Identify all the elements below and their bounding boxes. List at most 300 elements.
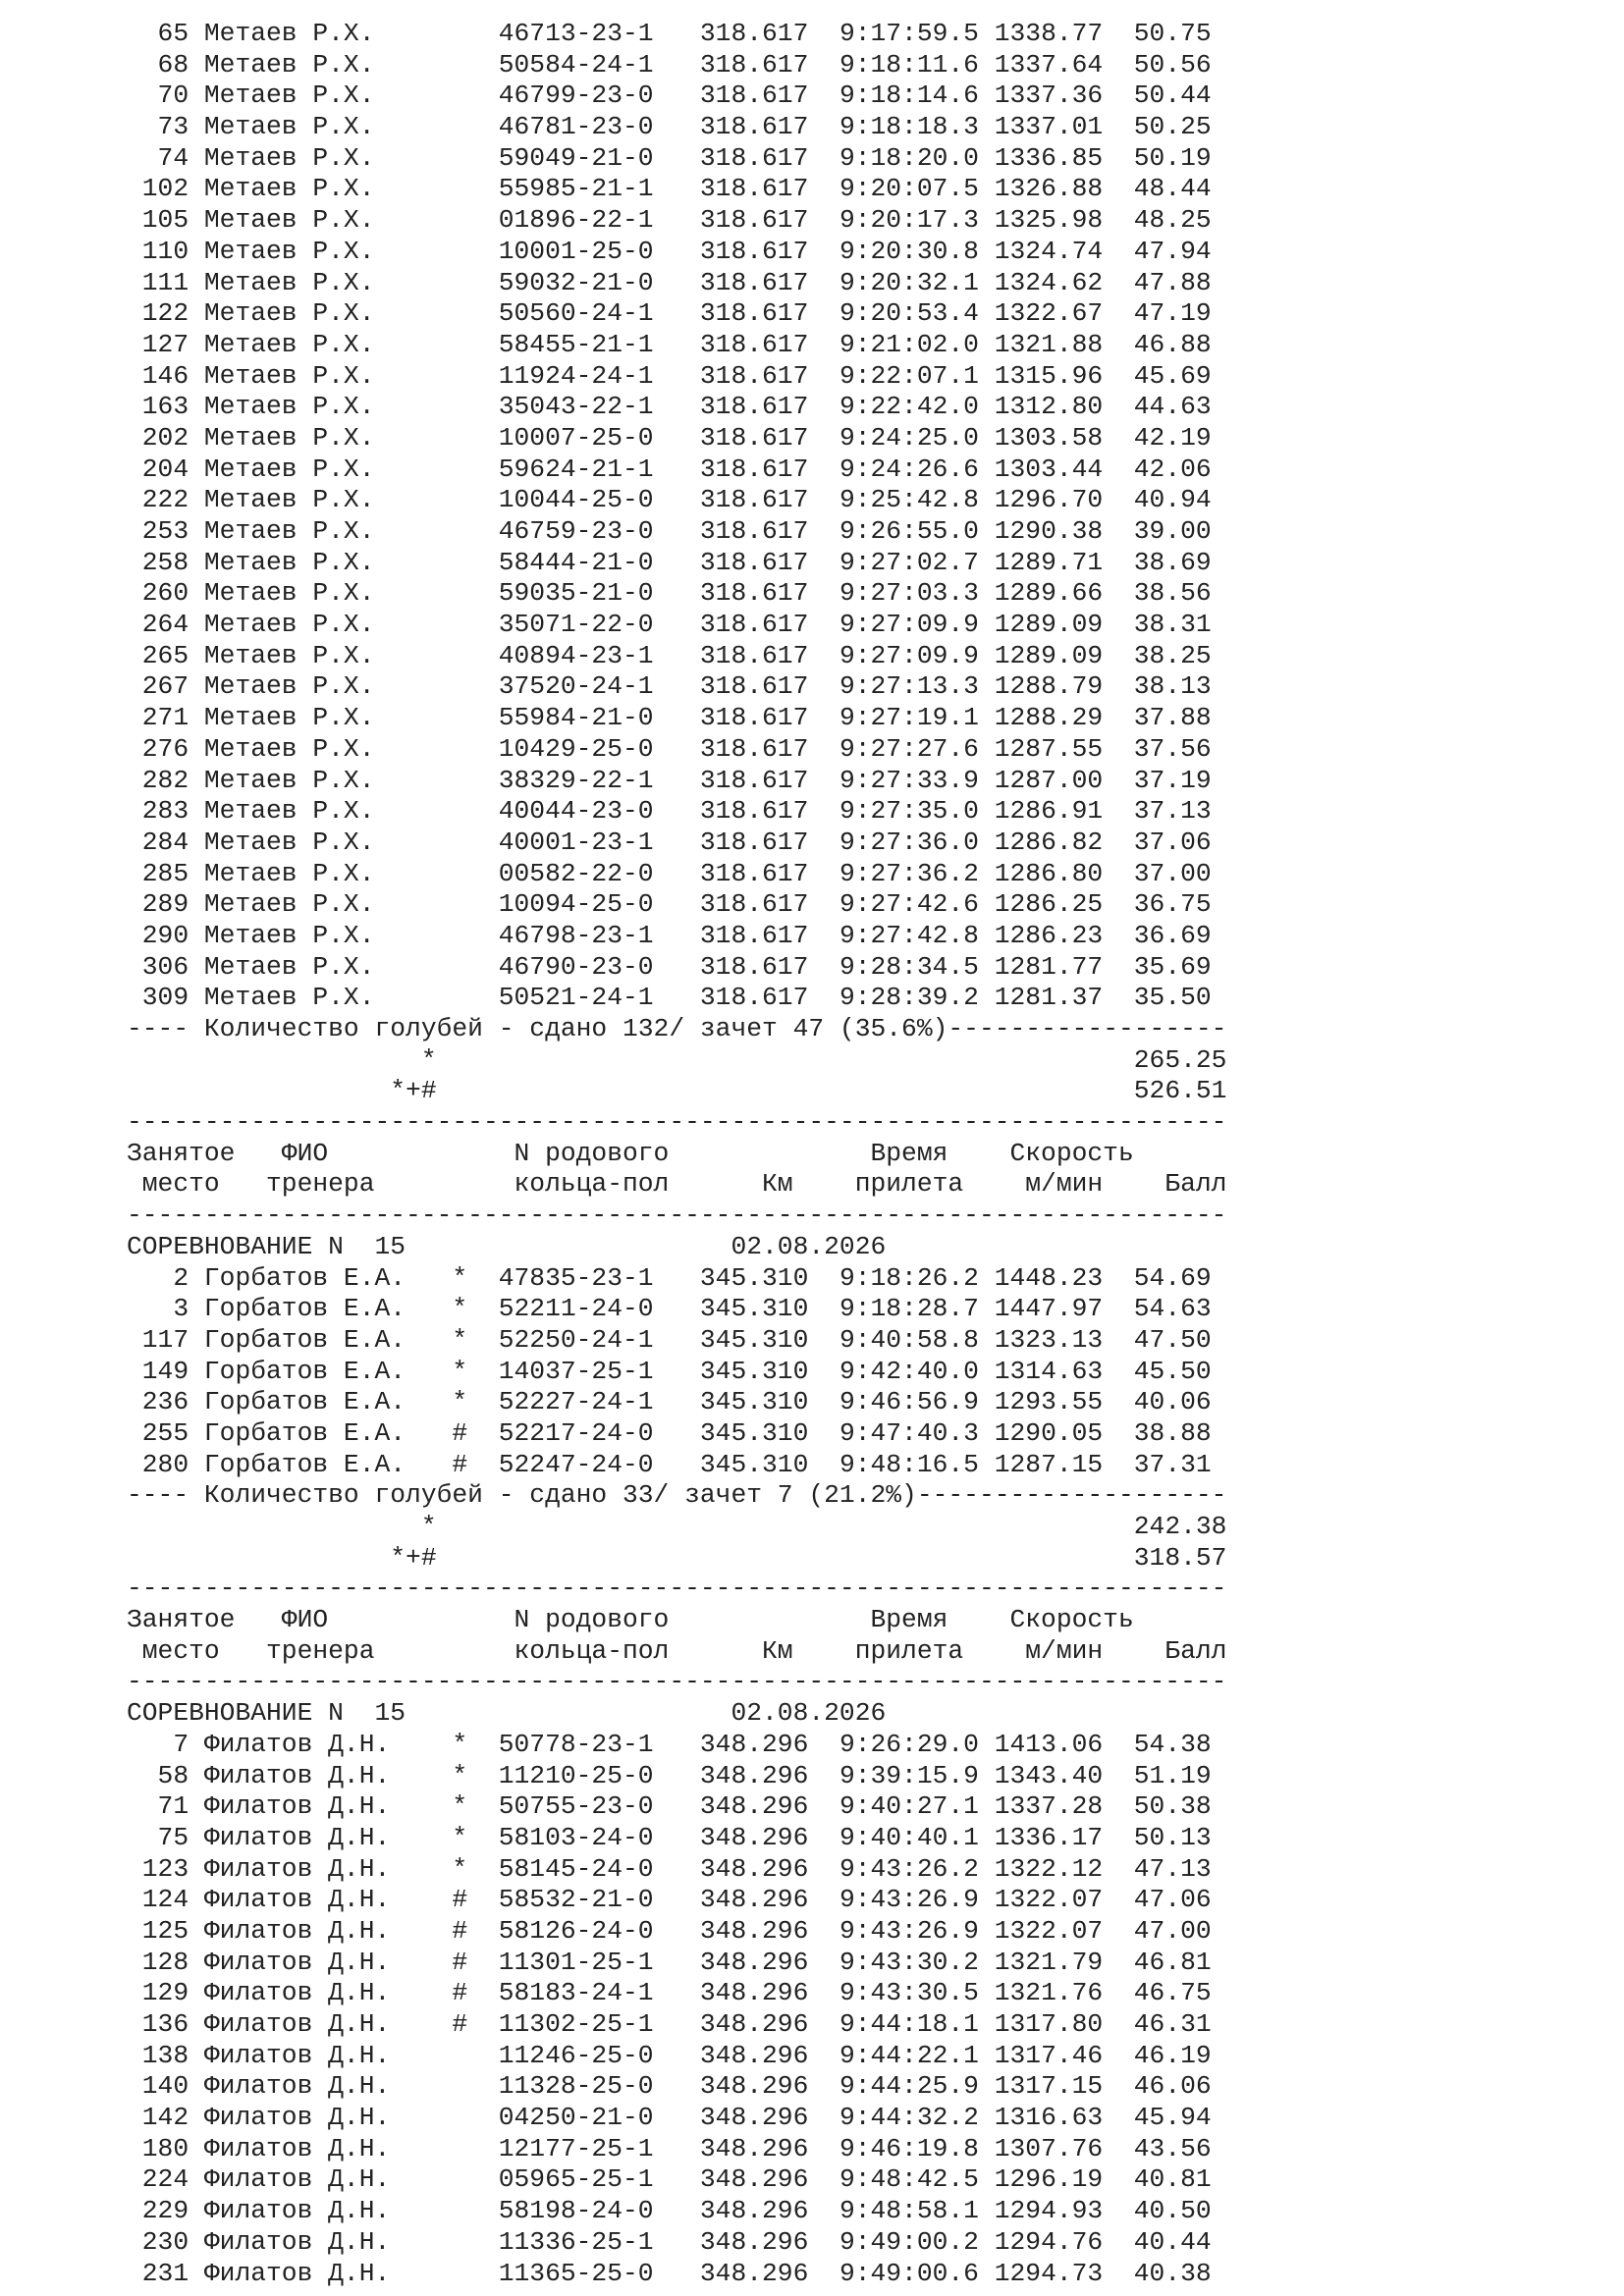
distance-km: 348.296: [699, 2071, 809, 2102]
mark: [452, 952, 498, 982]
ring-number: 47835-23-1: [498, 1262, 654, 1293]
arrival-time: 9:42:40.0: [839, 1356, 979, 1386]
pilot-name: Метаев Р.Х.: [203, 298, 453, 329]
speed: 1324.62: [994, 267, 1104, 297]
speed: 1290.38: [994, 516, 1104, 546]
mark: #: [452, 1885, 499, 1915]
pilot-name: Филатов Д.Н.: [203, 2133, 453, 2163]
pilot-name: Метаев Р.Х.: [203, 360, 453, 391]
ring-number: 58455-21-1: [498, 329, 654, 359]
arrival-time: 9:27:42.6: [839, 889, 979, 920]
pilot-name: Филатов Д.Н.: [203, 2258, 453, 2288]
distance-km: 318.617: [699, 671, 809, 702]
distance-km: 348.296: [699, 2133, 809, 2163]
distance-km: 348.296: [699, 1885, 809, 1915]
arrival-time: 9:48:42.5: [839, 2164, 979, 2195]
dash-prefix: ----: [127, 1014, 204, 1043]
score: 46.88: [1133, 329, 1212, 359]
place: 74: [127, 142, 189, 173]
pilot-name: Метаев Р.Х.: [203, 267, 453, 297]
pilot-name: Метаев Р.Х.: [203, 671, 453, 702]
arrival-time: 9:27:33.9: [839, 765, 979, 795]
arrival-time: 9:40:27.1: [839, 1791, 979, 1822]
pilot-name: Горбатов Е.А.: [203, 1324, 453, 1355]
ring-number: 37520-24-1: [498, 671, 654, 702]
pilot-name: Метаев Р.Х.: [203, 422, 453, 453]
arrival-time: 9:27:35.0: [839, 796, 979, 827]
divider-line: [127, 1574, 1226, 1605]
speed: 1312.80: [994, 392, 1104, 422]
mark: #: [452, 1947, 499, 1977]
summary-line: [127, 1480, 1226, 1512]
table-row: [127, 1357, 1226, 1388]
arrival-time: 9:27:19.1: [839, 703, 979, 733]
score: 37.06: [1133, 827, 1212, 857]
ring-number: 50778-23-1: [498, 1729, 654, 1759]
pilot-name: Филатов Д.Н.: [203, 2071, 453, 2102]
score: 40.38: [1133, 2258, 1212, 2288]
ring-number: 58444-21-0: [498, 547, 654, 577]
score: 47.94: [1133, 236, 1212, 266]
pilot-name: Горбатов Е.А.: [203, 1417, 453, 1448]
arrival-time: 9:47:40.3: [839, 1417, 979, 1448]
pilot-name: Метаев Р.Х.: [203, 392, 453, 422]
pilot-name: Метаев Р.Х.: [203, 485, 453, 515]
divider: -----------------------------------------------------------------------: [127, 1574, 1227, 1604]
divider: -----------------------------------------------------------------------: [127, 1667, 1227, 1697]
arrival-time: 9:18:11.6: [839, 49, 979, 80]
table-row: [127, 703, 1226, 734]
arrival-time: 9:27:27.6: [839, 733, 979, 764]
place: 280: [127, 1449, 189, 1479]
speed: 1315.96: [994, 360, 1104, 391]
table-row: [127, 1916, 1226, 1948]
speed: 1287.00: [994, 765, 1104, 795]
ring-number: 58103-24-0: [498, 1822, 654, 1852]
column-header-1: Занятое ФИО N родового Время Скорость: [127, 1138, 1134, 1168]
ring-number: 58145-24-0: [498, 1853, 654, 1884]
place: 306: [127, 951, 189, 982]
table-row: [127, 578, 1226, 610]
mark: [452, 2041, 498, 2070]
speed: 1289.09: [994, 610, 1104, 640]
mark: *: [452, 1294, 499, 1324]
score: 50.13: [1133, 1822, 1212, 1852]
table-row: [127, 112, 1226, 143]
table-row: [127, 1885, 1226, 1916]
distance-km: 348.296: [699, 2196, 809, 2226]
speed: 1321.88: [994, 329, 1104, 359]
distance-km: 318.617: [699, 547, 809, 577]
place: 265: [127, 640, 189, 670]
ring-number: 52217-24-0: [498, 1417, 654, 1448]
place: 149: [127, 1356, 189, 1386]
table-row: [127, 2071, 1226, 2103]
mark: [452, 237, 498, 266]
distance-km: 318.617: [699, 236, 809, 266]
mark: [452, 50, 498, 80]
arrival-time: 9:48:58.1: [839, 2196, 979, 2226]
total-mark: *: [127, 1044, 437, 1075]
divider: -----------------------------------------------------------------------: [127, 1201, 1227, 1231]
place: 146: [127, 360, 189, 391]
total-line: [127, 1512, 1226, 1543]
arrival-time: 9:27:02.7: [839, 547, 979, 577]
table-row: [127, 1978, 1226, 2009]
pilot-name: Метаев Р.Х.: [203, 329, 453, 359]
pilot-name: Метаев Р.Х.: [203, 733, 453, 764]
speed: 1337.36: [994, 80, 1104, 111]
mark: [452, 766, 498, 795]
ring-number: 14037-25-1: [498, 1356, 654, 1386]
pilot-name: Метаев Р.Х.: [203, 142, 453, 173]
arrival-time: 9:21:02.0: [839, 329, 979, 359]
pilot-name: Метаев Р.Х.: [203, 174, 453, 204]
mark: [452, 112, 498, 141]
competition-date: 02.08.2026: [731, 1698, 887, 1729]
distance-km: 318.617: [699, 329, 809, 359]
distance-km: 345.310: [699, 1294, 809, 1324]
arrival-time: 9:49:00.2: [839, 2226, 979, 2257]
ring-number: 46781-23-0: [498, 112, 654, 142]
mark: *: [452, 1760, 499, 1790]
arrival-time: 9:46:56.9: [839, 1387, 979, 1417]
score: 50.25: [1133, 112, 1212, 142]
arrival-time: 9:26:55.0: [839, 516, 979, 546]
distance-km: 348.296: [699, 2258, 809, 2288]
ring-number: 46790-23-0: [498, 951, 654, 982]
pilot-name: Горбатов Е.А.: [203, 1387, 453, 1417]
table-row: [127, 1761, 1226, 1792]
distance-km: 318.617: [699, 392, 809, 422]
ring-number: 11246-25-0: [498, 2040, 654, 2070]
table-row: [127, 361, 1226, 393]
total-value: 526.51: [436, 1076, 1227, 1106]
mark: [452, 548, 498, 577]
pilot-name: Метаев Р.Х.: [203, 516, 453, 546]
table-row: [127, 1263, 1226, 1295]
place: 230: [127, 2226, 189, 2257]
table-row: [127, 237, 1226, 268]
pilot-name: Филатов Д.Н.: [203, 1978, 453, 2008]
arrival-time: 9:43:30.5: [839, 1978, 979, 2008]
arrival-time: 9:18:28.7: [839, 1294, 979, 1324]
column-header-line-1: [127, 1605, 1226, 1636]
pilot-name: Филатов Д.Н.: [203, 1853, 453, 1884]
table-row: [127, 19, 1226, 50]
mark: [452, 828, 498, 857]
pilot-name: Горбатов Е.А.: [203, 1262, 453, 1293]
speed: 1337.64: [994, 49, 1104, 80]
place: 3: [127, 1294, 189, 1324]
speed: 1317.80: [994, 2009, 1104, 2039]
speed: 1322.67: [994, 298, 1104, 329]
ring-number: 40894-23-1: [498, 640, 654, 670]
distance-km: 318.617: [699, 205, 809, 236]
pilot-name: Филатов Д.Н.: [203, 1729, 453, 1759]
ring-number: 52247-24-0: [498, 1449, 654, 1479]
table-row: [127, 50, 1226, 81]
table-row: [127, 1450, 1226, 1481]
distance-km: 318.617: [699, 827, 809, 857]
speed: 1303.44: [994, 454, 1104, 484]
place: 204: [127, 454, 189, 484]
score: 38.69: [1133, 547, 1212, 577]
total-mark: *+#: [127, 1076, 437, 1106]
table-row: [127, 734, 1226, 766]
ring-number: 10044-25-0: [498, 485, 654, 515]
place: 236: [127, 1387, 189, 1417]
score: 38.88: [1133, 1417, 1212, 1448]
speed: 1322.07: [994, 1885, 1104, 1915]
place: 224: [127, 2164, 189, 2195]
arrival-time: 9:28:34.5: [839, 951, 979, 982]
place: 309: [127, 983, 189, 1013]
score: 47.00: [1133, 1915, 1212, 1946]
ring-number: 35071-22-0: [498, 610, 654, 640]
distance-km: 318.617: [699, 640, 809, 670]
place: 202: [127, 422, 189, 453]
speed: 1314.63: [994, 1356, 1104, 1386]
mark: [452, 80, 498, 110]
mark: [452, 2071, 498, 2101]
score: 50.44: [1133, 80, 1212, 111]
arrival-time: 9:44:32.2: [839, 2103, 979, 2133]
arrival-time: 9:22:42.0: [839, 392, 979, 422]
pilot-name: Филатов Д.Н.: [203, 2164, 453, 2195]
distance-km: 345.310: [699, 1387, 809, 1417]
ring-number: 59624-21-1: [498, 454, 654, 484]
ring-number: 11302-25-1: [498, 2009, 654, 2039]
distance-km: 318.617: [699, 889, 809, 920]
ring-number: 58126-24-0: [498, 1915, 654, 1946]
score: 35.50: [1133, 983, 1212, 1013]
table-row: [127, 889, 1226, 921]
ring-number: 58183-24-1: [498, 1978, 654, 2008]
arrival-time: 9:18:20.0: [839, 142, 979, 173]
arrival-time: 9:43:26.2: [839, 1853, 979, 1884]
arrival-time: 9:20:30.8: [839, 236, 979, 266]
table-row: [127, 1948, 1226, 1979]
speed: 1338.77: [994, 19, 1104, 48]
total-line: [127, 1076, 1226, 1107]
ring-number: 11924-24-1: [498, 360, 654, 391]
speed: 1322.12: [994, 1853, 1104, 1884]
pilot-name: Метаев Р.Х.: [203, 951, 453, 982]
score: 37.13: [1133, 796, 1212, 827]
place: 129: [127, 1978, 189, 2008]
score: 42.19: [1133, 422, 1212, 453]
place: 138: [127, 2040, 189, 2070]
speed: 1294.76: [994, 2226, 1104, 2257]
place: 260: [127, 578, 189, 609]
speed: 1413.06: [994, 1729, 1104, 1759]
mark: [452, 423, 498, 453]
table-row: [127, 2196, 1226, 2227]
distance-km: 348.296: [699, 1853, 809, 1884]
place: 70: [127, 80, 189, 111]
pilot-name: Филатов Д.Н.: [203, 1791, 453, 1822]
score: 37.31: [1133, 1449, 1212, 1479]
distance-km: 318.617: [699, 142, 809, 173]
mark: [452, 454, 498, 484]
ring-number: 11301-25-1: [498, 1947, 654, 1977]
arrival-time: 9:26:29.0: [839, 1729, 979, 1759]
mark: [452, 671, 498, 701]
table-row: [127, 796, 1226, 828]
arrival-time: 9:49:00.6: [839, 2258, 979, 2288]
mark: #: [452, 1978, 499, 2008]
divider-line: [127, 1107, 1226, 1139]
place: 163: [127, 392, 189, 422]
arrival-time: 9:27:42.8: [839, 920, 979, 950]
distance-km: 348.296: [699, 2226, 809, 2257]
place: 111: [127, 267, 189, 297]
mark: *: [452, 1262, 499, 1293]
table-row: [127, 516, 1226, 548]
table-row: [127, 1823, 1226, 1854]
mark: [452, 174, 498, 203]
distance-km: 318.617: [699, 174, 809, 204]
distance-km: 348.296: [699, 1915, 809, 1946]
arrival-time: 9:27:03.3: [839, 578, 979, 609]
ring-number: 12177-25-1: [498, 2133, 654, 2163]
speed: 1337.01: [994, 112, 1104, 142]
ring-number: 50584-24-1: [498, 49, 654, 80]
total-value: 265.25: [436, 1044, 1227, 1075]
score: 40.44: [1133, 2226, 1212, 2257]
total-line: [127, 1543, 1226, 1575]
table-row: [127, 641, 1226, 672]
speed: 1286.82: [994, 827, 1104, 857]
dash-prefix: ----: [127, 1480, 204, 1511]
place: 68: [127, 49, 189, 80]
ring-number: 05965-25-1: [498, 2164, 654, 2195]
distance-km: 348.296: [699, 1978, 809, 2008]
table-row: [127, 983, 1226, 1014]
place: 75: [127, 1822, 189, 1852]
column-header-line-2: [127, 1636, 1226, 1668]
pilot-name: Метаев Р.Х.: [203, 640, 453, 670]
score: 37.00: [1133, 858, 1212, 888]
arrival-time: 9:20:32.1: [839, 267, 979, 297]
divider: -----------------------------------------------------------------------: [127, 1107, 1227, 1138]
arrival-time: 9:18:14.6: [839, 80, 979, 111]
place: 105: [127, 205, 189, 236]
table-row: [127, 2259, 1226, 2290]
arrival-time: 9:43:26.9: [839, 1915, 979, 1946]
distance-km: 348.296: [699, 2164, 809, 2195]
distance-km: 318.617: [699, 858, 809, 888]
distance-km: 318.617: [699, 516, 809, 546]
table-row: [127, 828, 1226, 859]
speed: 1288.29: [994, 703, 1104, 733]
place: 283: [127, 796, 189, 827]
score: 37.56: [1133, 733, 1212, 764]
arrival-time: 9:27:09.9: [839, 640, 979, 670]
score: 51.19: [1133, 1760, 1212, 1790]
pilot-name: Метаев Р.Х.: [203, 205, 453, 236]
speed: 1325.98: [994, 205, 1104, 236]
mark: *: [452, 1356, 499, 1386]
distance-km: 318.617: [699, 796, 809, 827]
mark: *: [452, 1853, 499, 1884]
place: 58: [127, 1760, 189, 1790]
speed: 1281.37: [994, 983, 1104, 1013]
ring-number: 52227-24-1: [498, 1387, 654, 1417]
ring-number: 59049-21-0: [498, 142, 654, 173]
score: 50.19: [1133, 142, 1212, 173]
mark: [452, 143, 498, 173]
pilot-name: Филатов Д.Н.: [203, 2226, 453, 2257]
speed: 1303.58: [994, 422, 1104, 453]
mark: [452, 19, 498, 48]
speed: 1322.07: [994, 1915, 1104, 1946]
ring-number: 10429-25-0: [498, 733, 654, 764]
place: 267: [127, 671, 189, 702]
mark: #: [452, 1915, 499, 1946]
speed: 1296.19: [994, 2164, 1104, 2195]
ring-number: 10001-25-0: [498, 236, 654, 266]
ring-number: 50560-24-1: [498, 298, 654, 329]
speed: 1286.80: [994, 858, 1104, 888]
speed: 1326.88: [994, 174, 1104, 204]
score: 38.25: [1133, 640, 1212, 670]
distance-km: 318.617: [699, 951, 809, 982]
mark: [452, 734, 498, 764]
speed: 1447.97: [994, 1294, 1104, 1324]
speed: 1296.70: [994, 485, 1104, 515]
speed: 1317.15: [994, 2071, 1104, 2102]
speed: 1293.55: [994, 1387, 1104, 1417]
mark: [452, 921, 498, 950]
pilot-name: Метаев Р.Х.: [203, 454, 453, 484]
mark: [452, 392, 498, 421]
ring-number: 46713-23-1: [498, 19, 654, 48]
score: 48.44: [1133, 174, 1212, 204]
score: 45.69: [1133, 360, 1212, 391]
ring-number: 58532-21-0: [498, 1885, 654, 1915]
pilot-name: Филатов Д.Н.: [203, 2040, 453, 2070]
distance-km: 345.310: [699, 1262, 809, 1293]
total-mark: *: [127, 1512, 437, 1541]
ring-number: 55984-21-0: [498, 703, 654, 733]
table-row: [127, 423, 1226, 454]
arrival-time: 9:27:09.9: [839, 610, 979, 640]
place: 276: [127, 733, 189, 764]
mark: [452, 2259, 498, 2288]
score: 48.25: [1133, 205, 1212, 236]
competition-title: СОРЕВНОВАНИЕ N 15: [127, 1231, 731, 1261]
pilot-name: Метаев Р.Х.: [203, 889, 453, 920]
pilot-name: Метаев Р.Х.: [203, 19, 453, 48]
score: 46.75: [1133, 1978, 1212, 2008]
arrival-time: 9:43:30.2: [839, 1947, 979, 1977]
score: 40.50: [1133, 2196, 1212, 2226]
ring-number: 46799-23-0: [498, 80, 654, 111]
total-line: [127, 1045, 1226, 1077]
distance-km: 318.617: [699, 49, 809, 80]
score: 44.63: [1133, 392, 1212, 422]
place: 229: [127, 2196, 189, 2226]
competition-title-line: [127, 1232, 1226, 1263]
speed: 1336.85: [994, 142, 1104, 173]
score: 38.13: [1133, 671, 1212, 702]
ring-number: 01896-22-1: [498, 205, 654, 236]
pilot-name: Филатов Д.Н.: [203, 2009, 453, 2039]
pilot-name: Метаев Р.Х.: [203, 80, 453, 111]
mark: [452, 2134, 498, 2163]
